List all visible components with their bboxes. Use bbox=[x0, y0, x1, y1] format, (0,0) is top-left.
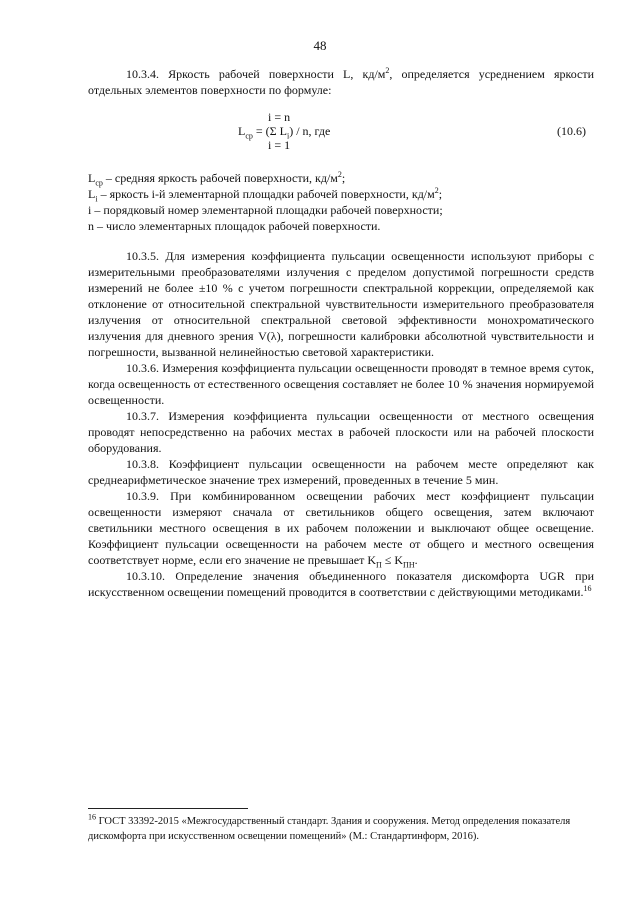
footnote-reference: 16 bbox=[583, 584, 592, 593]
formula-definitions bbox=[88, 170, 594, 234]
superscript: 2 bbox=[385, 66, 390, 75]
paragraph-text: 10.3.4. Яркость рабочей поверхности L, кд/м bbox=[126, 67, 386, 81]
formula-eq-end: ) / n, где bbox=[289, 124, 331, 138]
definition-line bbox=[88, 202, 594, 218]
footnote-divider bbox=[88, 808, 248, 809]
formula-eq-start: = (Σ L bbox=[252, 124, 287, 138]
paragraph-10-3-6: 10.3.6. Измерения коэффициента пульсации освещенности проводят в темное время суток, когда освещенность от естественного освещения составляет не более 10 % значения нормируемой освещенности. bbox=[88, 361, 594, 407]
definition-subscript: ср bbox=[95, 178, 103, 188]
definition-text: – яркость i-й элементарной площадки рабочей поверхности, кд/м bbox=[97, 187, 435, 201]
definition-superscript: 2 bbox=[434, 186, 439, 195]
definition-subscript: i bbox=[95, 194, 98, 204]
subscript: П bbox=[376, 560, 382, 570]
formula-upper-limit: i = n bbox=[268, 110, 291, 124]
definition-text: – число элементарных площадок рабочей поверхности. bbox=[94, 219, 381, 233]
paragraph-text: 10.3.10. Определение значения объединенного показателя дискомфорта UGR при искусственном освещении помещений проводится в соответствии с действующими методиками. bbox=[88, 569, 594, 599]
paragraph-10-3-7: 10.3.7. Измерения коэффициента пульсации освещенности от местного освещения проводят непосредственно на рабочих местах в рабочей плоскости или на рабочей плоскости оборудования. bbox=[88, 409, 594, 455]
definition-symbol: L bbox=[88, 171, 96, 185]
paragraph-text: 10.3.9. При комбинированном освещении рабочих мест коэффициент пульсации освещенности измеряют сначала от светильников общего освещения, затем включают светильники местного освещения в их рабочем положении и выключают общее освещение. Коэффициент пульсации освещенности на рабочем месте от общего и местного освещения соответствует норме, если его значение не превышает K bbox=[88, 489, 594, 567]
paragraph-10-3-10 bbox=[88, 568, 594, 600]
subscript: ПН bbox=[403, 560, 415, 570]
paragraph-10-3-8: 10.3.8. Коэффициент пульсации освещенности на рабочем месте определяют как среднеарифметическое значение трех измерений, проведенных в течение 5 мин. bbox=[88, 457, 594, 487]
formula-lhs-subscript: ср bbox=[245, 131, 253, 141]
definition-superscript: 2 bbox=[337, 170, 342, 179]
footnote bbox=[88, 814, 596, 844]
paragraph-10-3-9 bbox=[88, 488, 594, 568]
main-content bbox=[88, 66, 594, 600]
definition-line bbox=[88, 186, 594, 202]
definition-line bbox=[88, 170, 594, 186]
definition-text: – порядковый номер элементарной площадки рабочей поверхности; bbox=[91, 203, 443, 217]
definition-text: – средняя яркость рабочей поверхности, кд/м bbox=[102, 171, 338, 185]
definition-symbol: i bbox=[88, 203, 92, 217]
footnote-marker: 16 bbox=[88, 812, 96, 822]
definition-symbol: L bbox=[88, 187, 96, 201]
formula-inner-subscript: i bbox=[286, 131, 290, 141]
formula-lhs: L bbox=[238, 124, 246, 138]
definition-line bbox=[88, 218, 594, 234]
paragraph-text: ≤ K bbox=[381, 553, 404, 567]
paragraph-text: , определяется усреднением яркости отдельных элементов поверхности по формуле: bbox=[88, 67, 594, 97]
definition-tail: ; bbox=[438, 187, 443, 201]
paragraph-text: . bbox=[414, 553, 418, 567]
formula-number: (10.6) bbox=[557, 124, 586, 138]
formula-expression bbox=[238, 124, 331, 141]
paragraph-10-3-5: 10.3.5. Для измерения коэффициента пульсации освещенности используют приборы с измерительными преобразователями излучения с пределом допустимой погрешности средств измерений не более ±10 % с учетом погрешности спектральной коррекции, определяемой как отклонение от относительной спектральной чувствительности измерительного преобразователя излучения от относительной спектральной световой эффективности монохроматического излучения для дневного зрения V(λ), погрешности калибровки абсолютной чувствительности и погрешности, вызванной нелинейностью световой характеристики. bbox=[88, 249, 594, 359]
definition-symbol: n bbox=[88, 219, 94, 233]
page-number: 48 bbox=[313, 38, 327, 53]
footnote-text: ГОСТ 33392-2015 «Межгосударственный стандарт. Здания и сооружения. Метод определения показателя дискомфорта при искусственном освещении помещений» (М.: Стандартинформ, 2016). bbox=[88, 816, 571, 842]
formula-10-6 bbox=[88, 110, 594, 158]
formula-lower-limit: i = 1 bbox=[268, 138, 291, 152]
paragraph-10-3-4 bbox=[88, 66, 594, 98]
definition-tail: ; bbox=[341, 171, 346, 185]
